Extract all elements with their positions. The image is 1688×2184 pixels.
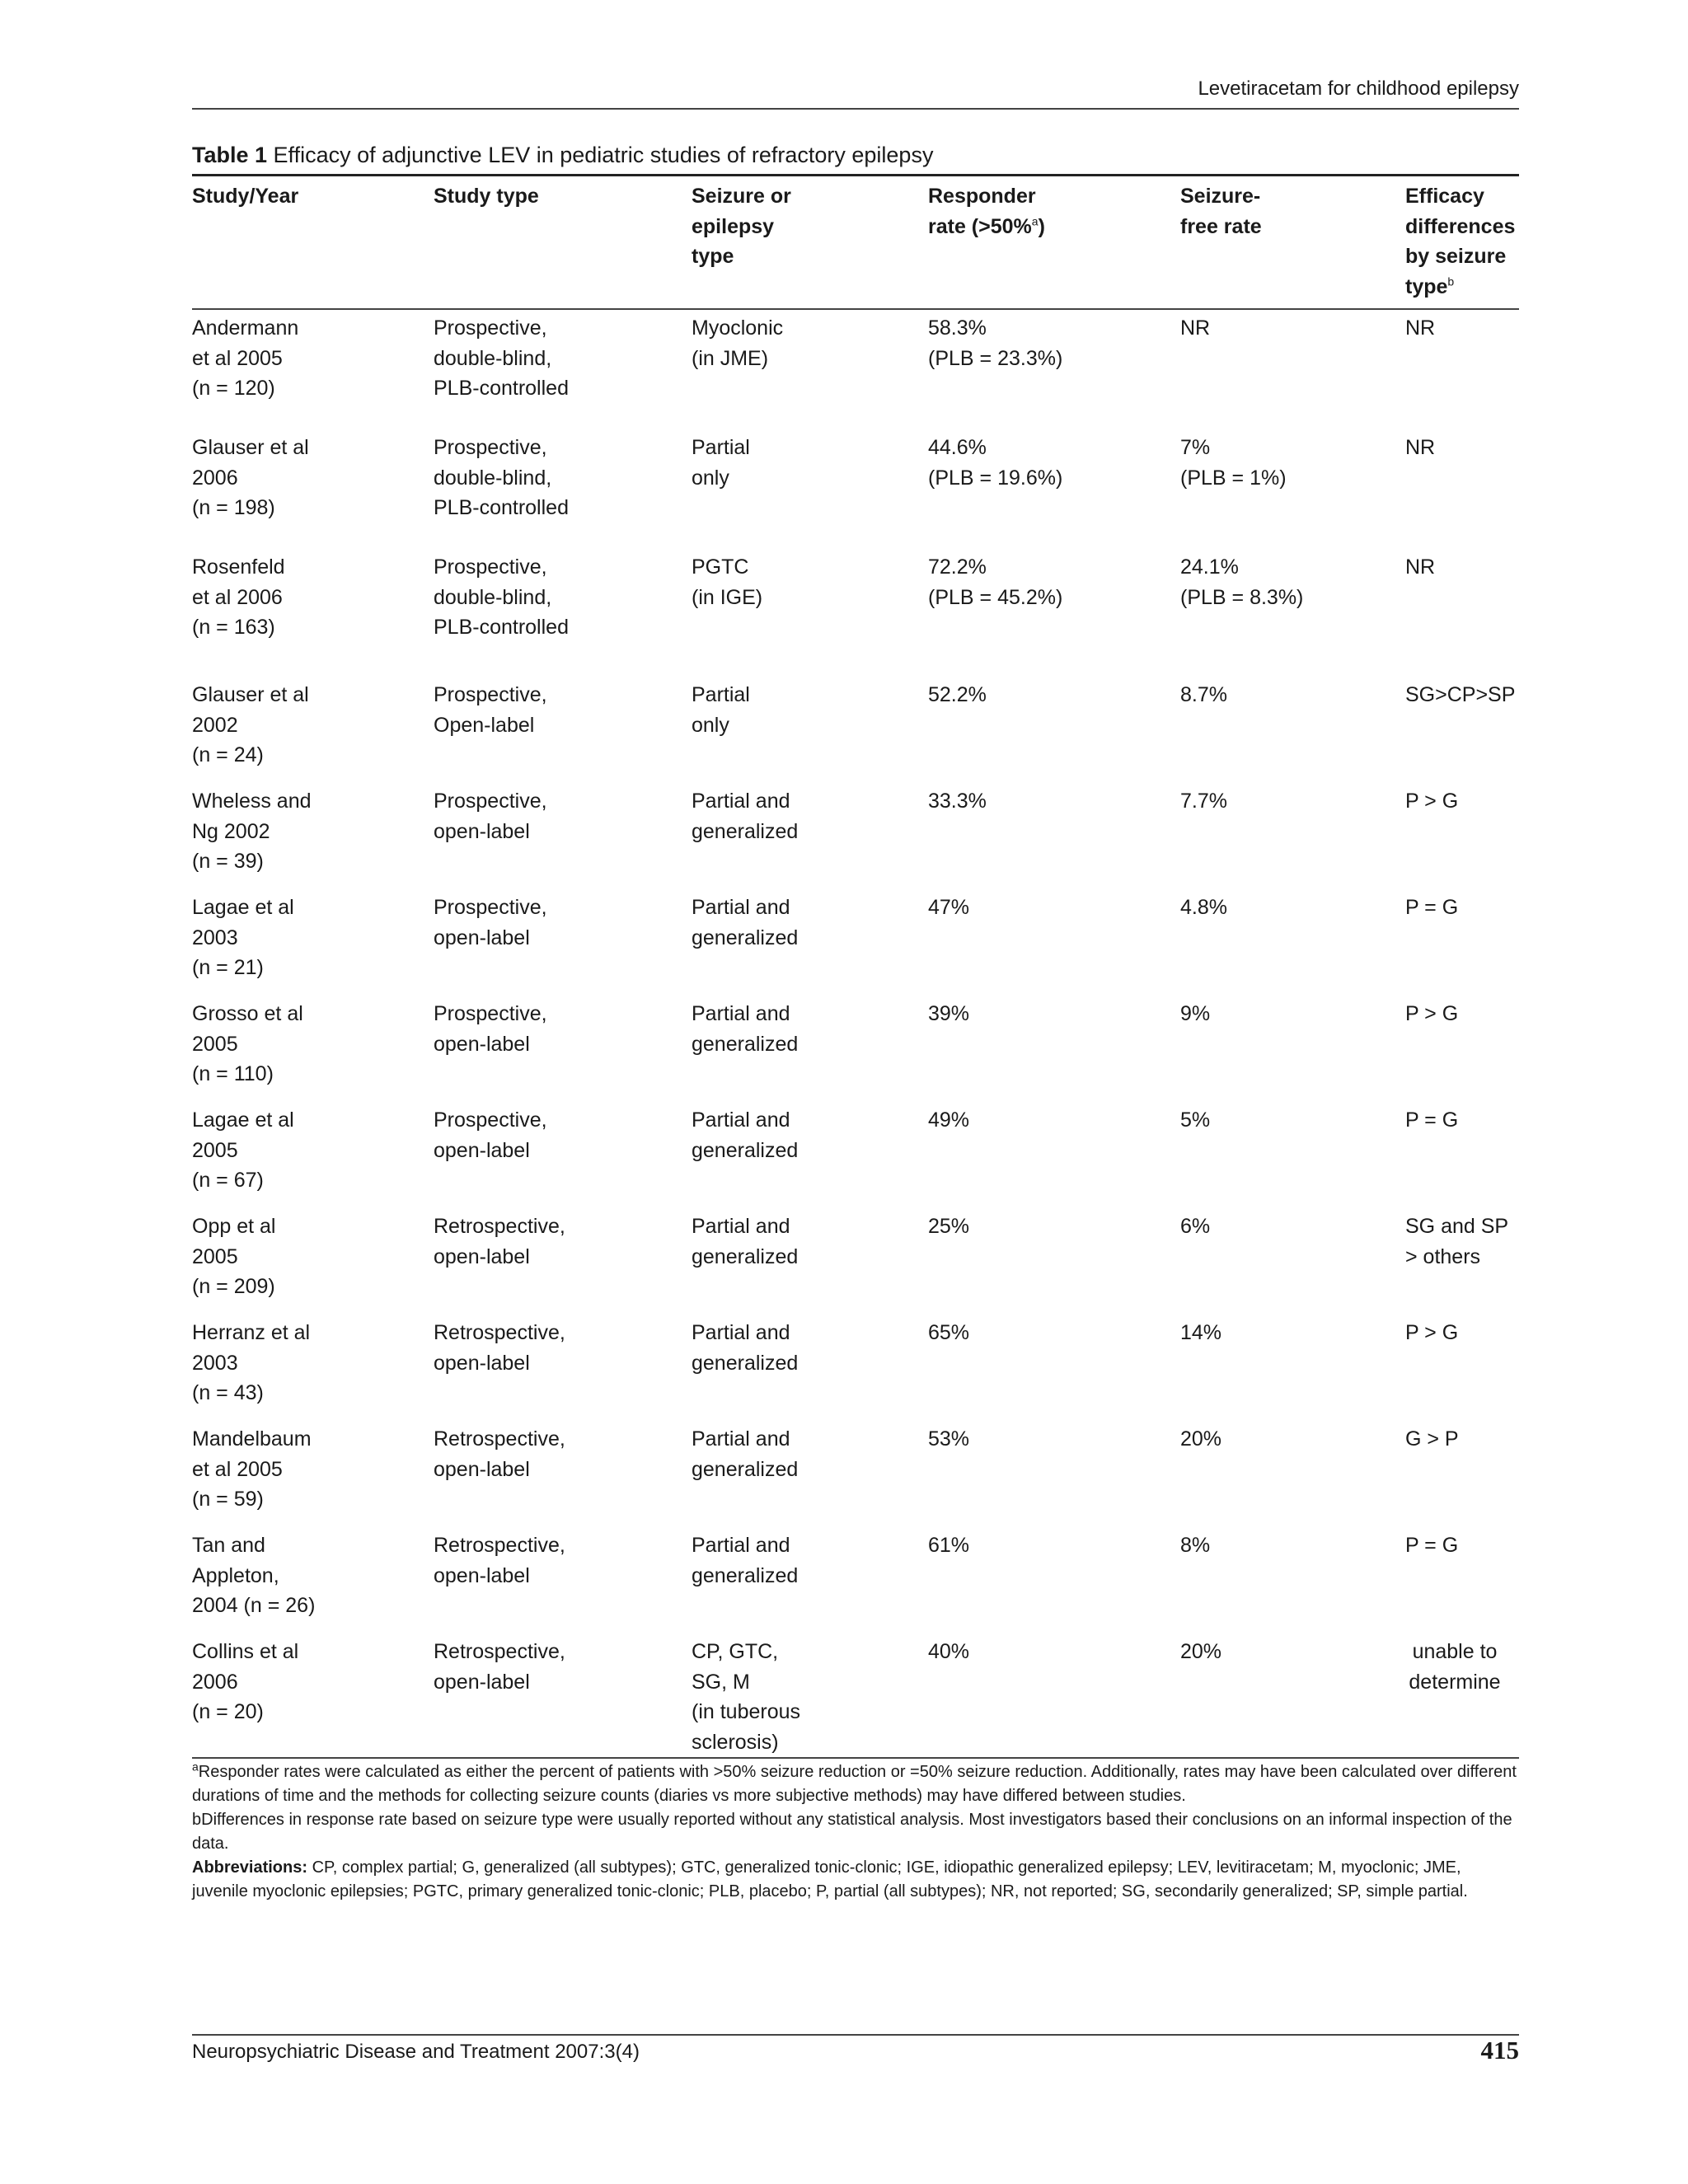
col-header-seizure-type	[692, 181, 914, 272]
responder-rate-cell: 52.2%	[928, 683, 987, 706]
table-bottom-rule	[192, 1757, 1519, 1759]
study-type-cell: Prospective, open-label	[434, 790, 547, 843]
efficacy-differences-cell: NR	[1405, 555, 1436, 579]
study-type-cell: Prospective, double-blind, PLB-controlled	[434, 555, 569, 639]
study-type-cell: Retrospective, open-label	[434, 1534, 565, 1587]
seizure-free-rate-cell: 14%	[1180, 1321, 1222, 1344]
seizure-type-cell: Partial only	[692, 683, 750, 737]
efficacy-differences-cell: NR	[1405, 436, 1436, 459]
footnote-a-mark: a	[192, 1760, 199, 1774]
table-caption-label: Table 1	[192, 143, 268, 167]
responder-rate-cell: 58.3% (PLB = 23.3%)	[928, 316, 1063, 370]
study-year-cell: Glauser et al 2002 (n = 24)	[192, 683, 309, 766]
study-year-cell: Opp et al 2005 (n = 209)	[192, 1215, 276, 1298]
col-header-text: Seizure- free rate	[1180, 185, 1262, 238]
col-header-study-year	[192, 181, 423, 212]
efficacy-differences-cell: SG and SP > others	[1405, 1215, 1509, 1268]
seizure-type-cell: Partial and generalized	[692, 1534, 799, 1587]
seizure-free-rate-cell: 8%	[1180, 1534, 1211, 1557]
footnote-b: bDifferences in response rate based on seizure type were usually reported without any statistical analysis. Most investigators based their conclusions on an informal inspection of the data.	[192, 1811, 1512, 1853]
efficacy-differences-cell: P > G	[1405, 1002, 1459, 1025]
study-year-cell: Tan and Appleton, 2004 (n = 26)	[192, 1534, 316, 1617]
table-footnotes	[192, 1760, 1519, 1904]
study-year-cell: Wheless and Ng 2002 (n = 39)	[192, 790, 312, 873]
responder-rate-cell: 61%	[928, 1534, 970, 1557]
table-top-rule	[192, 174, 1519, 176]
seizure-free-rate-cell: 5%	[1180, 1108, 1211, 1132]
responder-rate-cell: 47%	[928, 896, 970, 919]
seizure-free-rate-cell: 24.1% (PLB = 8.3%)	[1180, 555, 1304, 609]
seizure-free-rate-cell: 9%	[1180, 1002, 1211, 1025]
efficacy-differences-cell: P = G	[1405, 896, 1459, 919]
table-caption	[192, 143, 933, 168]
seizure-free-rate-cell: 8.7%	[1180, 683, 1227, 706]
col-header-text: Study type	[434, 185, 539, 208]
abbreviations-note	[192, 1856, 1519, 1904]
study-type-cell: Retrospective, open-label	[434, 1640, 565, 1694]
study-type-cell: Prospective, open-label	[434, 896, 547, 949]
study-type-cell: Retrospective, open-label	[434, 1215, 565, 1268]
col-header-text: Study/Year	[192, 185, 299, 208]
efficacy-differences-cell: P > G	[1405, 790, 1459, 813]
responder-rate-cell: 53%	[928, 1427, 970, 1451]
seizure-free-rate-cell: 6%	[1180, 1215, 1211, 1238]
responder-rate-cell: 40%	[928, 1640, 970, 1663]
seizure-free-rate-cell: 20%	[1180, 1640, 1222, 1663]
efficacy-differences-cell: G > P	[1405, 1427, 1459, 1451]
efficacy-differences-cell: P = G	[1405, 1108, 1459, 1132]
col-header-text: Responder rate (>50%	[928, 185, 1036, 238]
footnote-mark-a: a	[1031, 214, 1039, 228]
col-header-efficacy-differences	[1405, 181, 1537, 302]
seizure-type-cell: Partial and generalized	[692, 1215, 799, 1268]
study-year-cell: Collins et al 2006 (n = 20)	[192, 1640, 299, 1723]
seizure-type-cell: Partial and generalized	[692, 1002, 799, 1056]
seizure-type-cell: Partial and generalized	[692, 1427, 799, 1481]
running-header: Levetiracetam for childhood epilepsy	[1198, 77, 1519, 100]
seizure-type-cell: Partial and generalized	[692, 1108, 799, 1162]
page-number: 415	[1480, 2036, 1519, 2064]
responder-rate-cell: 25%	[928, 1215, 970, 1238]
seizure-free-rate-cell: 4.8%	[1180, 896, 1227, 919]
efficacy-differences-cell: P > G	[1405, 1321, 1459, 1344]
col-header-text: Seizure or epilepsy type	[692, 185, 791, 268]
footer-rule	[192, 2034, 1519, 2036]
efficacy-differences-cell: NR	[1405, 316, 1436, 340]
study-year-cell: Rosenfeld et al 2006 (n = 163)	[192, 555, 285, 639]
journal-citation: Neuropsychiatric Disease and Treatment 2007:3(4)	[192, 2041, 640, 2063]
responder-rate-cell: 49%	[928, 1108, 970, 1132]
abbreviations-label: Abbreviations:	[192, 1858, 308, 1877]
table-caption-text: Efficacy of adjunctive LEV in pediatric studies of refractory epilepsy	[267, 143, 934, 167]
responder-rate-cell: 44.6% (PLB = 19.6%)	[928, 436, 1063, 490]
col-header-text: Efficacy differences by seizure type	[1405, 185, 1516, 298]
responder-rate-cell: 65%	[928, 1321, 970, 1344]
efficacy-differences-cell: unable to determine	[1409, 1640, 1501, 1694]
seizure-free-rate-cell: 7% (PLB = 1%)	[1180, 436, 1287, 490]
col-header-study-type	[434, 181, 673, 212]
responder-rate-cell: 33.3%	[928, 790, 987, 813]
study-type-cell: Prospective, double-blind, PLB-controlled	[434, 316, 569, 400]
study-type-cell: Retrospective, open-label	[434, 1427, 565, 1481]
seizure-type-cell: Myoclonic (in JME)	[692, 316, 784, 370]
table-header-rule	[192, 308, 1519, 310]
seizure-type-cell: CP, GTC, SG, M (in tuberous sclerosis)	[692, 1640, 801, 1754]
study-year-cell: Grosso et al 2005 (n = 110)	[192, 1002, 303, 1085]
study-type-cell: Retrospective, open-label	[434, 1321, 565, 1375]
footnote-a	[192, 1760, 1519, 1808]
efficacy-differences-cell: SG>CP>SP	[1405, 683, 1516, 706]
study-year-cell: Lagae et al 2005 (n = 67)	[192, 1108, 294, 1192]
study-year-cell: Andermann et al 2005 (n = 120)	[192, 316, 299, 400]
footnote-mark-b: b	[1447, 274, 1455, 288]
study-type-cell: Prospective, open-label	[434, 1108, 547, 1162]
study-year-cell: Herranz et al 2003 (n = 43)	[192, 1321, 311, 1404]
efficacy-differences-cell: P = G	[1405, 1534, 1459, 1557]
seizure-type-cell: Partial and generalized	[692, 896, 799, 949]
study-year-cell: Mandelbaum et al 2005 (n = 59)	[192, 1427, 312, 1511]
responder-rate-cell: 72.2% (PLB = 45.2%)	[928, 555, 1063, 609]
seizure-type-cell: PGTC (in IGE)	[692, 555, 763, 609]
col-header-suffix: )	[1038, 214, 1045, 238]
seizure-free-rate-cell: 7.7%	[1180, 790, 1227, 813]
abbreviations-text: CP, complex partial; G, generalized (all subtypes); GTC, generalized tonic-clonic; IGE, idiopathic generalized epilepsy; LEV, levitiracetam; M, myoclonic; JME, juvenile myoclonic epilepsies; PGTC, primary generalized tonic-clonic; PLB, placebo; P, partial (all subtypes); NR, not reported; SG, secondarily generalized; SP, simple partial.	[192, 1858, 1468, 1900]
seizure-type-cell: Partial only	[692, 436, 750, 490]
study-type-cell: Prospective, double-blind, PLB-controlled	[434, 436, 569, 519]
seizure-type-cell: Partial and generalized	[692, 1321, 799, 1375]
seizure-type-cell: Partial and generalized	[692, 790, 799, 843]
study-type-cell: Prospective, open-label	[434, 1002, 547, 1056]
col-header-seizure-free-rate	[1180, 181, 1395, 241]
seizure-free-rate-cell: 20%	[1180, 1427, 1222, 1451]
responder-rate-cell: 39%	[928, 1002, 970, 1025]
study-year-cell: Glauser et al 2006 (n = 198)	[192, 436, 309, 519]
footnote-a-text: Responder rates were calculated as either the percent of patients with >50% seizure reduction or =50% seizure reduction. Additionally, rates may have been calculated over different durations of time and the methods for collecting seizure counts (diaries vs more subjective methods) may have differed between studies.	[192, 1763, 1517, 1805]
study-type-cell: Prospective, Open-label	[434, 683, 547, 737]
col-header-responder-rate	[928, 181, 1167, 241]
seizure-free-rate-cell: NR	[1180, 316, 1211, 340]
study-year-cell: Lagae et al 2003 (n = 21)	[192, 896, 294, 979]
header-rule	[192, 108, 1519, 110]
